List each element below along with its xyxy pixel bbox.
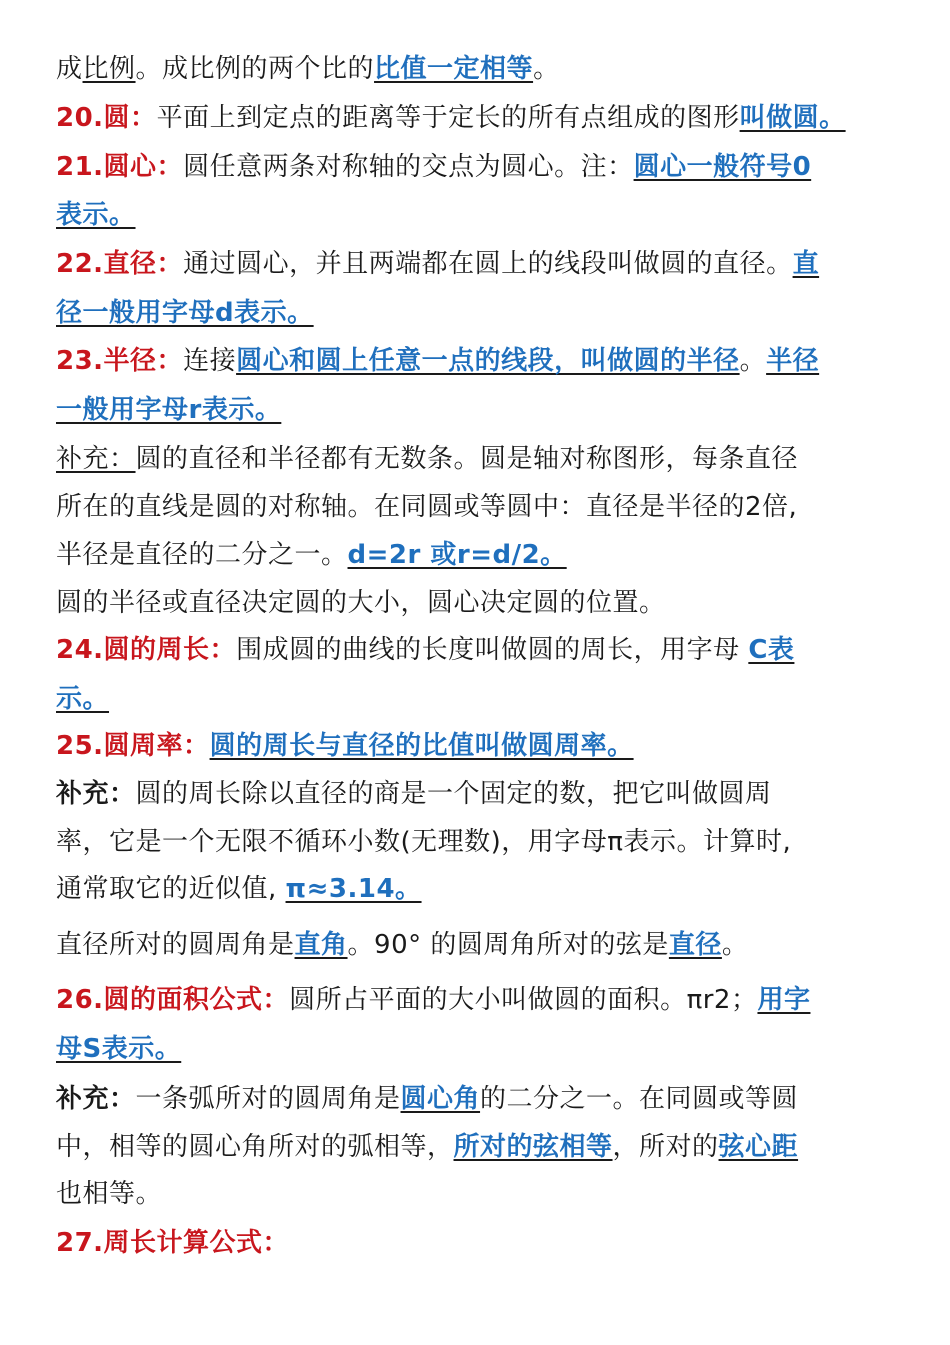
inscribed-angle-note <box>56 928 748 962</box>
highlight-text: 圆心一般符号0 <box>633 152 812 182</box>
item-23-radius-cont <box>56 393 281 427</box>
text: 成 <box>56 54 83 84</box>
item-26-area-cont <box>56 1032 181 1066</box>
formula-text: π≈3.14。 <box>285 874 422 904</box>
item-heading: 22.直径： <box>56 249 184 279</box>
highlight-text: 用字 <box>757 985 811 1015</box>
text: 平面上到定点的距离等于定长的所有点组成的图形 <box>156 103 740 133</box>
radius-diameter-note <box>56 586 666 620</box>
text: 。成比例的两个比的 <box>135 54 375 84</box>
item-22-diameter-cont <box>56 296 314 330</box>
item-23-radius <box>56 344 819 378</box>
supplement-1-line2 <box>56 490 797 524</box>
item-heading: 20.圆： <box>56 103 157 133</box>
highlight-text: 表示。 <box>56 200 136 230</box>
highlight-text: 直 <box>792 249 820 279</box>
item-heading: 21.圆心： <box>56 152 184 182</box>
text: 通常取它的近似值, <box>56 874 286 904</box>
line-proportion <box>56 52 560 86</box>
highlight-text: 示。 <box>56 684 110 714</box>
text: ，所对的 <box>612 1132 719 1162</box>
supplement-label: 补充： <box>56 779 136 809</box>
item-25-pi <box>56 729 634 763</box>
text: 所在的直线是圆的对称轴。在同圆或等圆中：直径是半径的2倍, <box>56 492 798 522</box>
item-21-center-cont <box>56 198 136 232</box>
text: 圆的直径和半径都有无数条。圆是轴对称图形，每条直径 <box>135 444 799 474</box>
highlight-text: 圆心和圆上任意一点的线段，叫做圆的半径 <box>236 346 740 376</box>
highlight-text: 叫做圆。 <box>739 103 846 133</box>
text: 圆的半径或直径决定圆的大小，圆心决定圆的位置。 <box>56 588 666 618</box>
highlight-text: 直角 <box>294 930 348 960</box>
item-heading: 25.圆周率： <box>56 731 210 761</box>
highlight-text: 比值一定相等 <box>374 54 534 84</box>
highlight-text: 所对的弦相等 <box>453 1132 613 1162</box>
item-21-center <box>56 150 811 184</box>
text: 圆任意两条对称轴的交点为圆心。注： <box>183 152 634 182</box>
text: 。 <box>721 930 749 960</box>
supplement-2-line3 <box>56 872 422 906</box>
item-heading: 23.半径： <box>56 346 184 376</box>
text: 。 <box>739 346 767 376</box>
text: 中，相等的圆心角所对的弧相等， <box>56 1132 454 1162</box>
formula-text: d=2r 或r=d/2。 <box>347 540 567 570</box>
text: 的二分之一。在同圆或等圆 <box>480 1084 799 1114</box>
item-22-diameter <box>56 247 819 281</box>
highlight-text: C表 <box>748 635 795 665</box>
highlight-text: 径一般用字母d表示。 <box>56 298 314 328</box>
highlight-text: 直径 <box>668 930 722 960</box>
supplement-3 <box>56 1082 798 1116</box>
text: 通过圆心，并且两端都在圆上的线段叫做圆的直径。 <box>183 249 793 279</box>
text: 圆所占平面的大小叫做圆的面积。πr2； <box>289 985 758 1015</box>
supplement-1-line3 <box>56 538 567 572</box>
supplement-3-line3 <box>56 1177 162 1211</box>
item-heading: 24.圆的周长： <box>56 635 237 665</box>
highlight-text: 一般用字母r表示。 <box>56 395 282 425</box>
item-heading: 26.圆的面积公式： <box>56 985 290 1015</box>
supplement-2 <box>56 777 772 811</box>
item-26-area <box>56 983 810 1017</box>
item-heading: 27.周长计算公式： <box>56 1228 290 1258</box>
text: 连接 <box>183 346 237 376</box>
highlight-text: 圆的周长与直径的比值叫做圆周率。 <box>209 731 634 761</box>
text: 围成圆的曲线的长度叫做圆的周长，用字母 <box>236 635 749 665</box>
highlight-text: 圆心角 <box>400 1084 481 1114</box>
highlight-text: 半径 <box>766 346 820 376</box>
highlight-text: 弦心距 <box>718 1132 799 1162</box>
item-24-circumference <box>56 633 794 667</box>
supplement-3-line2 <box>56 1130 798 1164</box>
highlight-text: 母S表示。 <box>56 1034 182 1064</box>
text: 。 <box>533 54 560 84</box>
item-20-circle <box>56 101 846 135</box>
text: 。90° 的圆周角所对的弦是 <box>347 930 669 960</box>
supplement-label: 补充： <box>56 1084 136 1114</box>
supplement-label: 补充： <box>56 444 136 474</box>
item-24-circumference-cont <box>56 682 109 716</box>
text: 圆的周长除以直径的商是一个固定的数，把它叫做圆周 <box>135 779 772 809</box>
item-27-perimeter-formulas <box>56 1226 289 1260</box>
text: 半径是直径的二分之一。 <box>56 540 348 570</box>
text: 率，它是一个无限不循环小数(无理数)，用字母π表示。计算时, <box>56 827 792 857</box>
text: 也相等。 <box>56 1179 163 1209</box>
text: 一条弧所对的圆周角是 <box>135 1084 401 1114</box>
supplement-1 <box>56 442 798 476</box>
text-underlined: 比例 <box>82 54 136 84</box>
text: 直径所对的圆周角是 <box>56 930 295 960</box>
supplement-2-line2 <box>56 825 791 859</box>
